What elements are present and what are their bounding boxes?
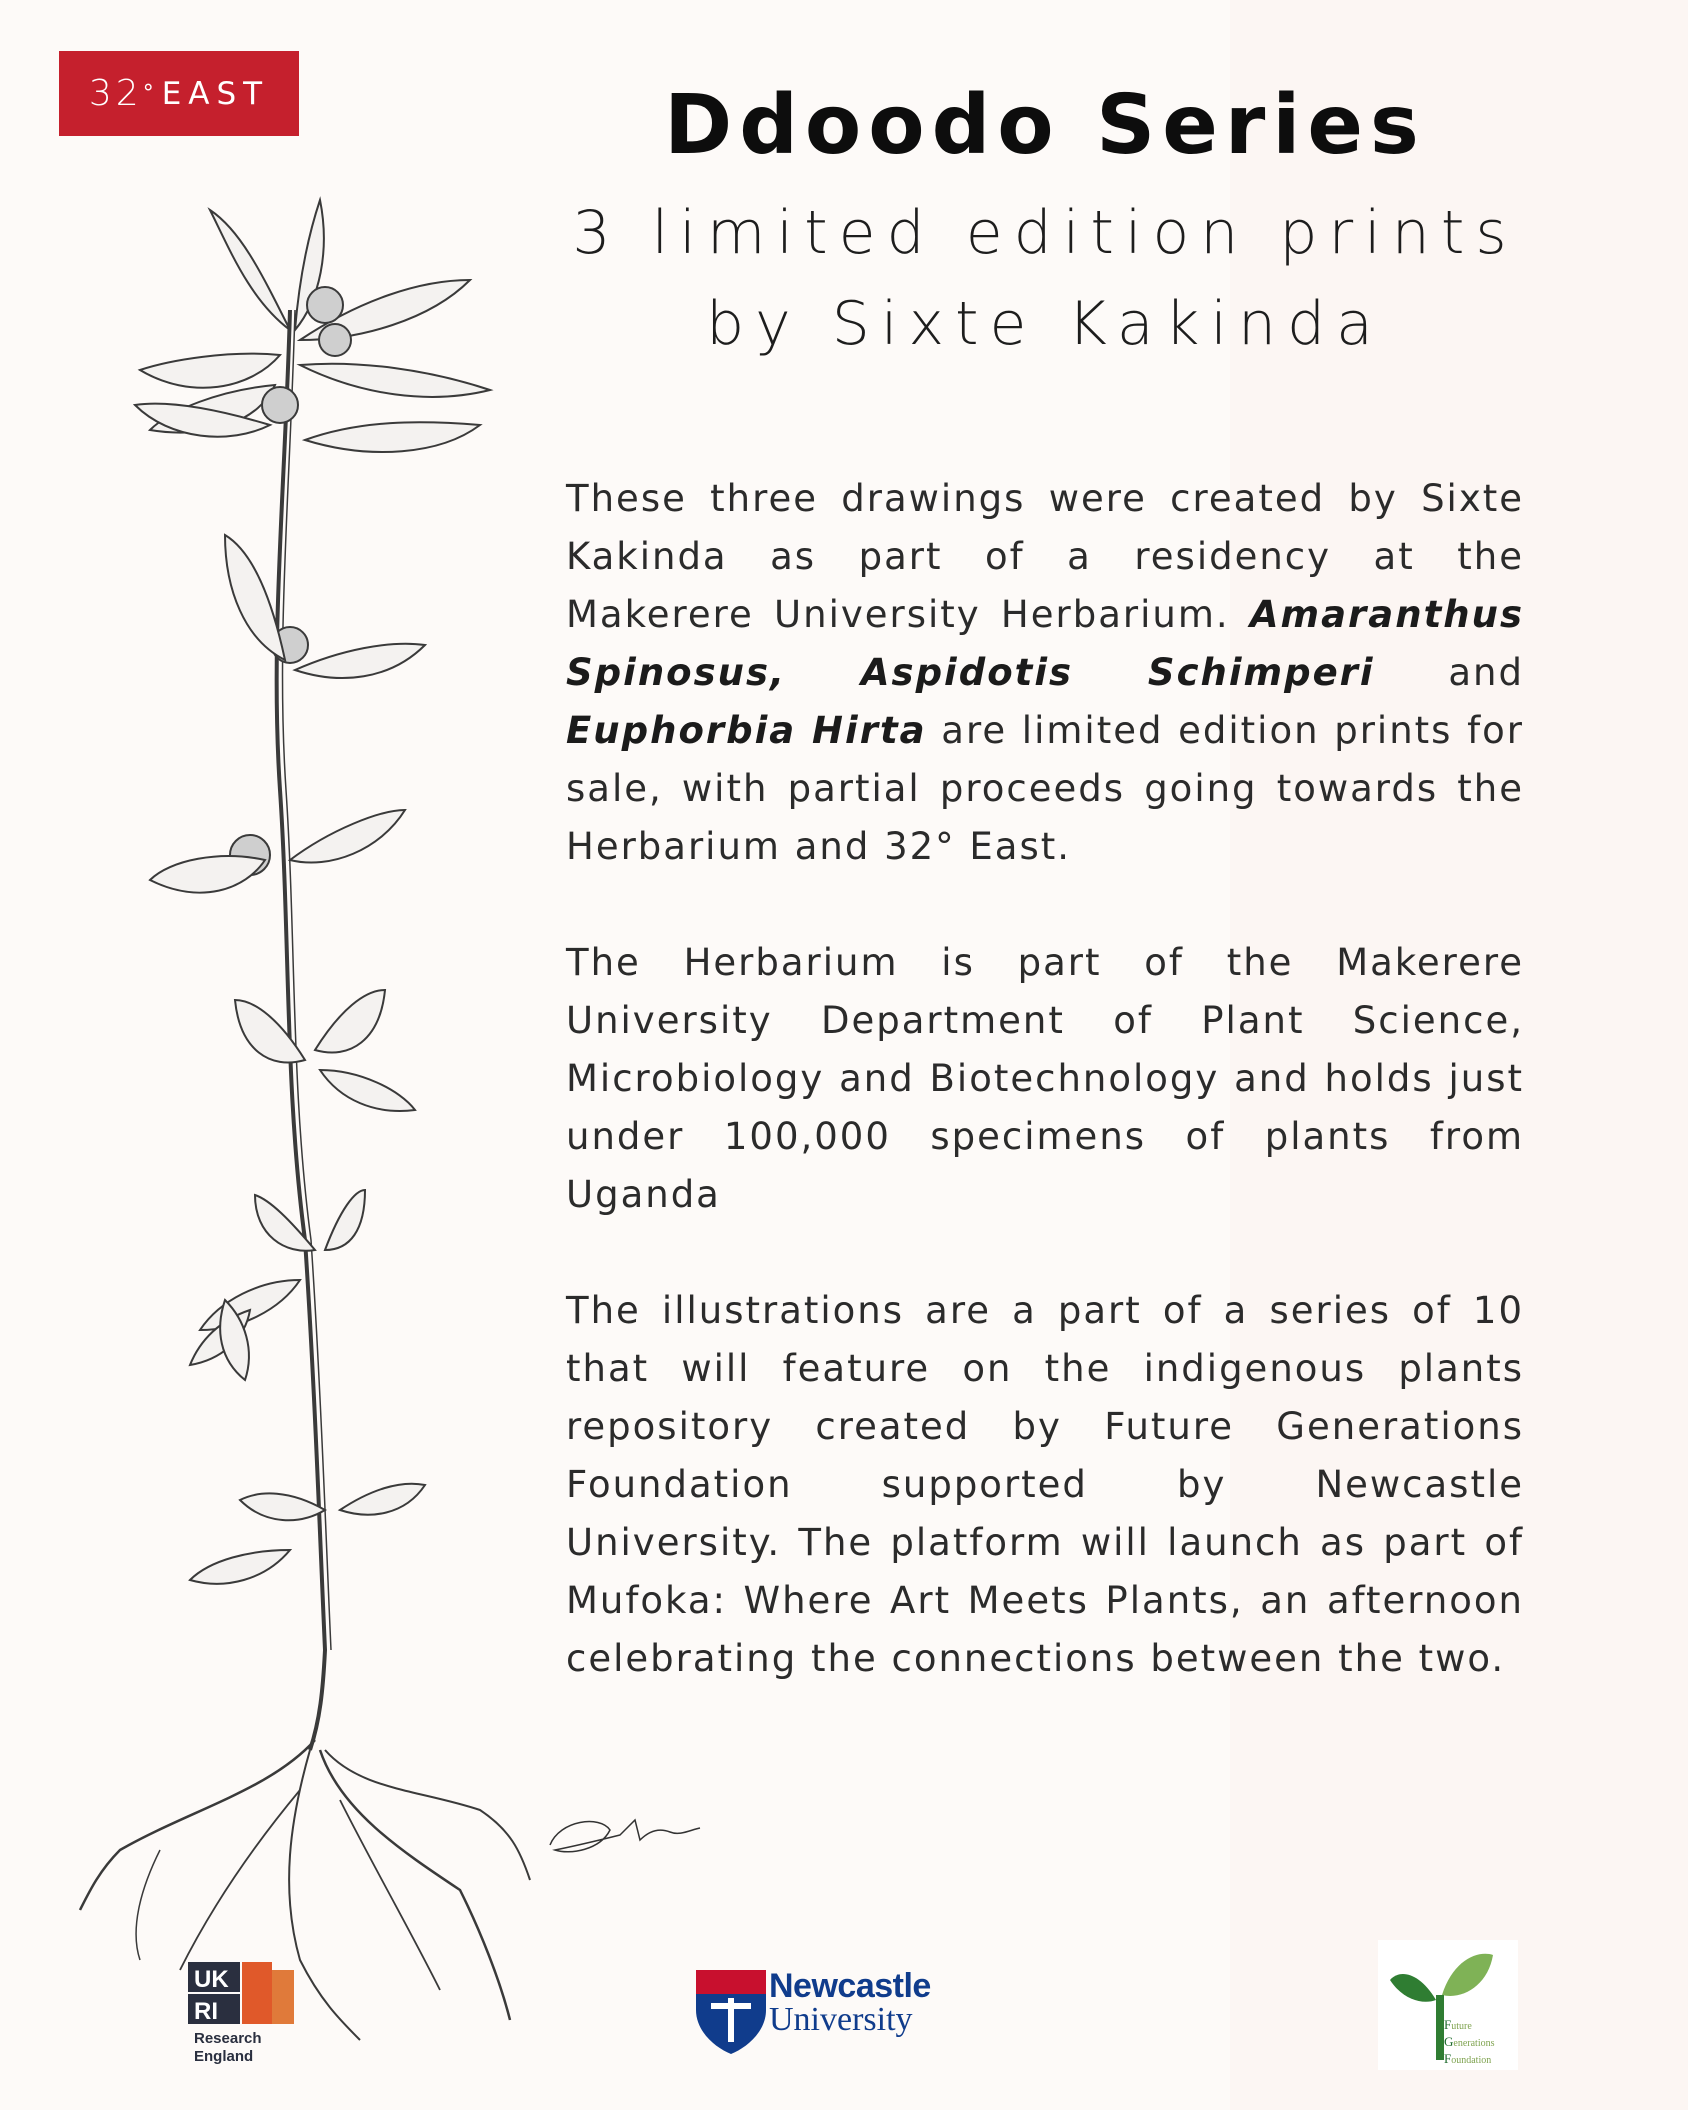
page-title: Ddoodo Series — [664, 78, 1426, 173]
paragraph-1 — [566, 470, 1524, 876]
32-east-logo — [59, 51, 299, 136]
plant-illustration — [40, 190, 560, 2050]
p1-and: and — [1374, 651, 1524, 694]
svg-text:UK: UK — [194, 1966, 229, 1993]
newcastle-name: Newcastle — [769, 1967, 931, 2005]
fgf-caption — [1444, 2017, 1494, 2068]
fgf-line-2: Generations — [1444, 2034, 1495, 2049]
fgf-line-1: Future — [1444, 2017, 1472, 2032]
ukri-line-1: Research — [194, 2030, 262, 2047]
subtitle-line-1: 3 limited edition prints — [572, 198, 1518, 268]
fgf-line-3: Foundation — [1444, 2051, 1492, 2066]
p1-text-b: are limited edition prints for sale, with partial proceeds going towards the Herbarium and 32° East. — [566, 709, 1524, 868]
p1-text-a: These three drawings were created by Sixte Kakinda as part of a residency at the Makerere University Herbarium. — [566, 477, 1524, 636]
logo-text: EAST — [161, 75, 270, 112]
paragraph-2: The Herbarium is part of the Makerere University Department of Plant Science, Microbiology and Biotechnology and holds just under 100,000 specimens of plants from Uganda — [566, 941, 1524, 1216]
subtitle-line-2: by Sixte Kakinda — [706, 289, 1384, 359]
logo-number: 32 — [88, 73, 143, 114]
body-text — [566, 470, 1524, 1746]
species-names-1: Amaranthus Spinosus, Aspidotis Schimperi — [566, 593, 1524, 694]
newcastle-university: University — [769, 2001, 913, 2038]
svg-text:RI: RI — [194, 1998, 218, 2025]
paragraph-3: The illustrations are a part of a series of 10 that will feature on the indigenous plants repository created by Future Generations Foundation supported by Newcastle University. The platform will launch as part of Mufoka: Where Art Meets Plants, an afternoon celebrating the connections between the two. — [566, 1289, 1524, 1680]
logo-degree: ° — [142, 81, 158, 106]
species-name-2: Euphorbia Hirta — [566, 709, 927, 752]
ukri-caption — [194, 2030, 262, 2066]
artist-signature — [540, 1800, 720, 1870]
ukri-line-2: England — [194, 2048, 254, 2065]
